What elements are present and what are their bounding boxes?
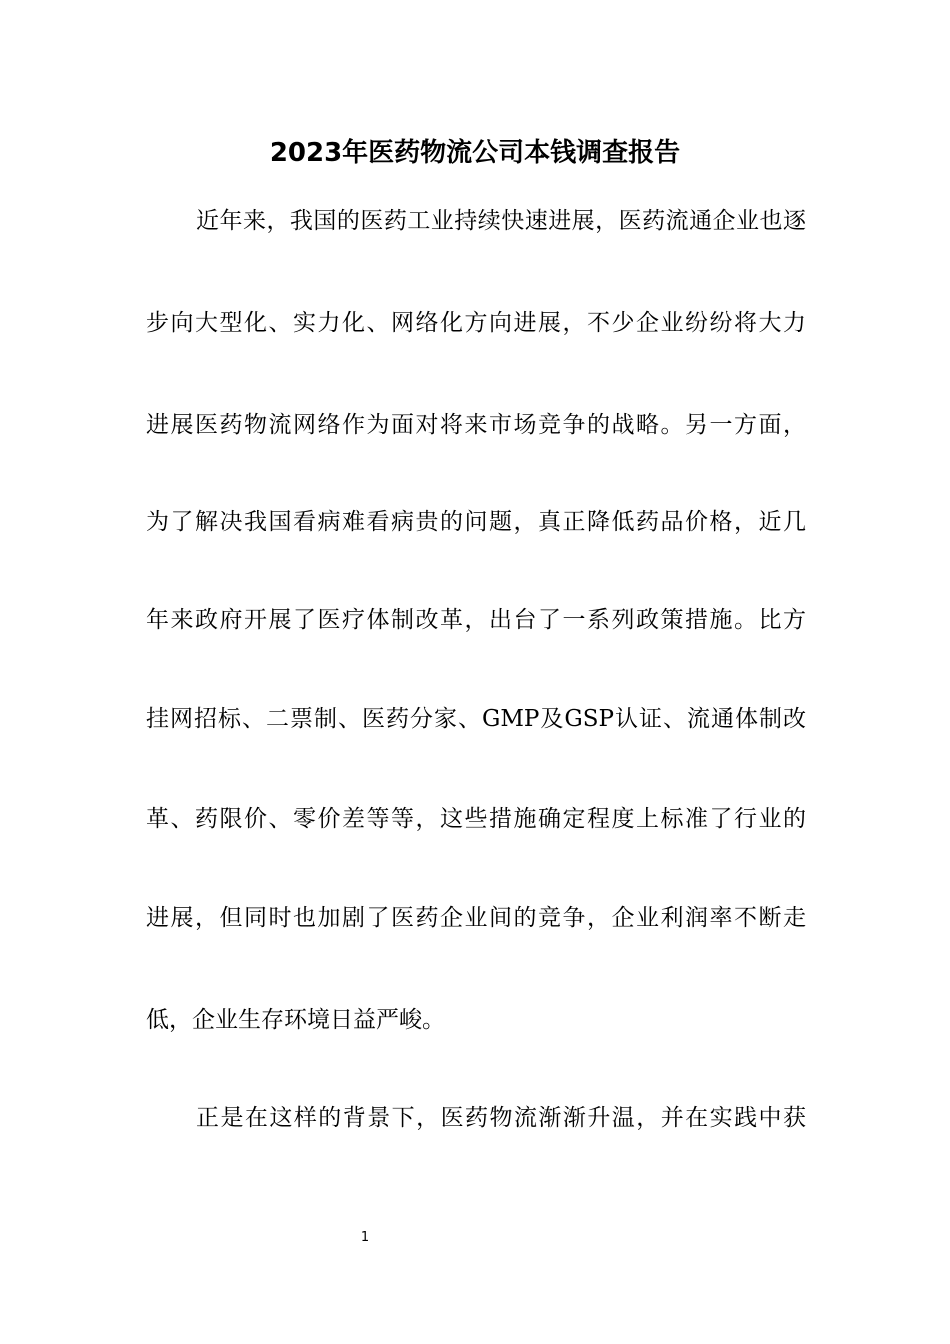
paragraph-2-line-1: 正是在这样的背景下，医药物流渐渐升温，并在实践中获 [196, 1105, 806, 1131]
paragraph-1-line-5: 年来政府开展了医疗体制改革，出台了一系列政策措施。比方 [146, 607, 806, 633]
paragraph-1-line-8: 进展，但同时也加剧了医药企业间的竞争，企业利润率不断走 [146, 905, 806, 931]
paragraph-1-line-1: 近年来，我国的医药工业持续快速进展，医药流通企业也逐 [196, 208, 806, 234]
paragraph-1-line-3: 进展医药物流网络作为面对将来市场竞争的战略。另一方面， [146, 412, 806, 438]
paragraph-1-line-4: 为了解决我国看病难看病贵的问题，真正降低药品价格，近几 [146, 509, 806, 535]
paragraph-1-line-9: 低，企业生存环境日益严峻。 [146, 1007, 445, 1033]
document-title: 2023年医药物流公司本钱调查报告 [269, 138, 681, 168]
paragraph-1-line-6: 挂网招标、二票制、医药分家、GMP及GSP认证、流通体制改 [146, 706, 806, 732]
page-number: 1 [360, 1230, 370, 1245]
paragraph-1-line-2: 步向大型化、实力化、网络化方向进展，不少企业纷纷将大力 [146, 310, 806, 336]
paragraph-1-line-7: 革、药限价、零价差等等，这些措施确定程度上标准了行业的 [146, 806, 806, 832]
